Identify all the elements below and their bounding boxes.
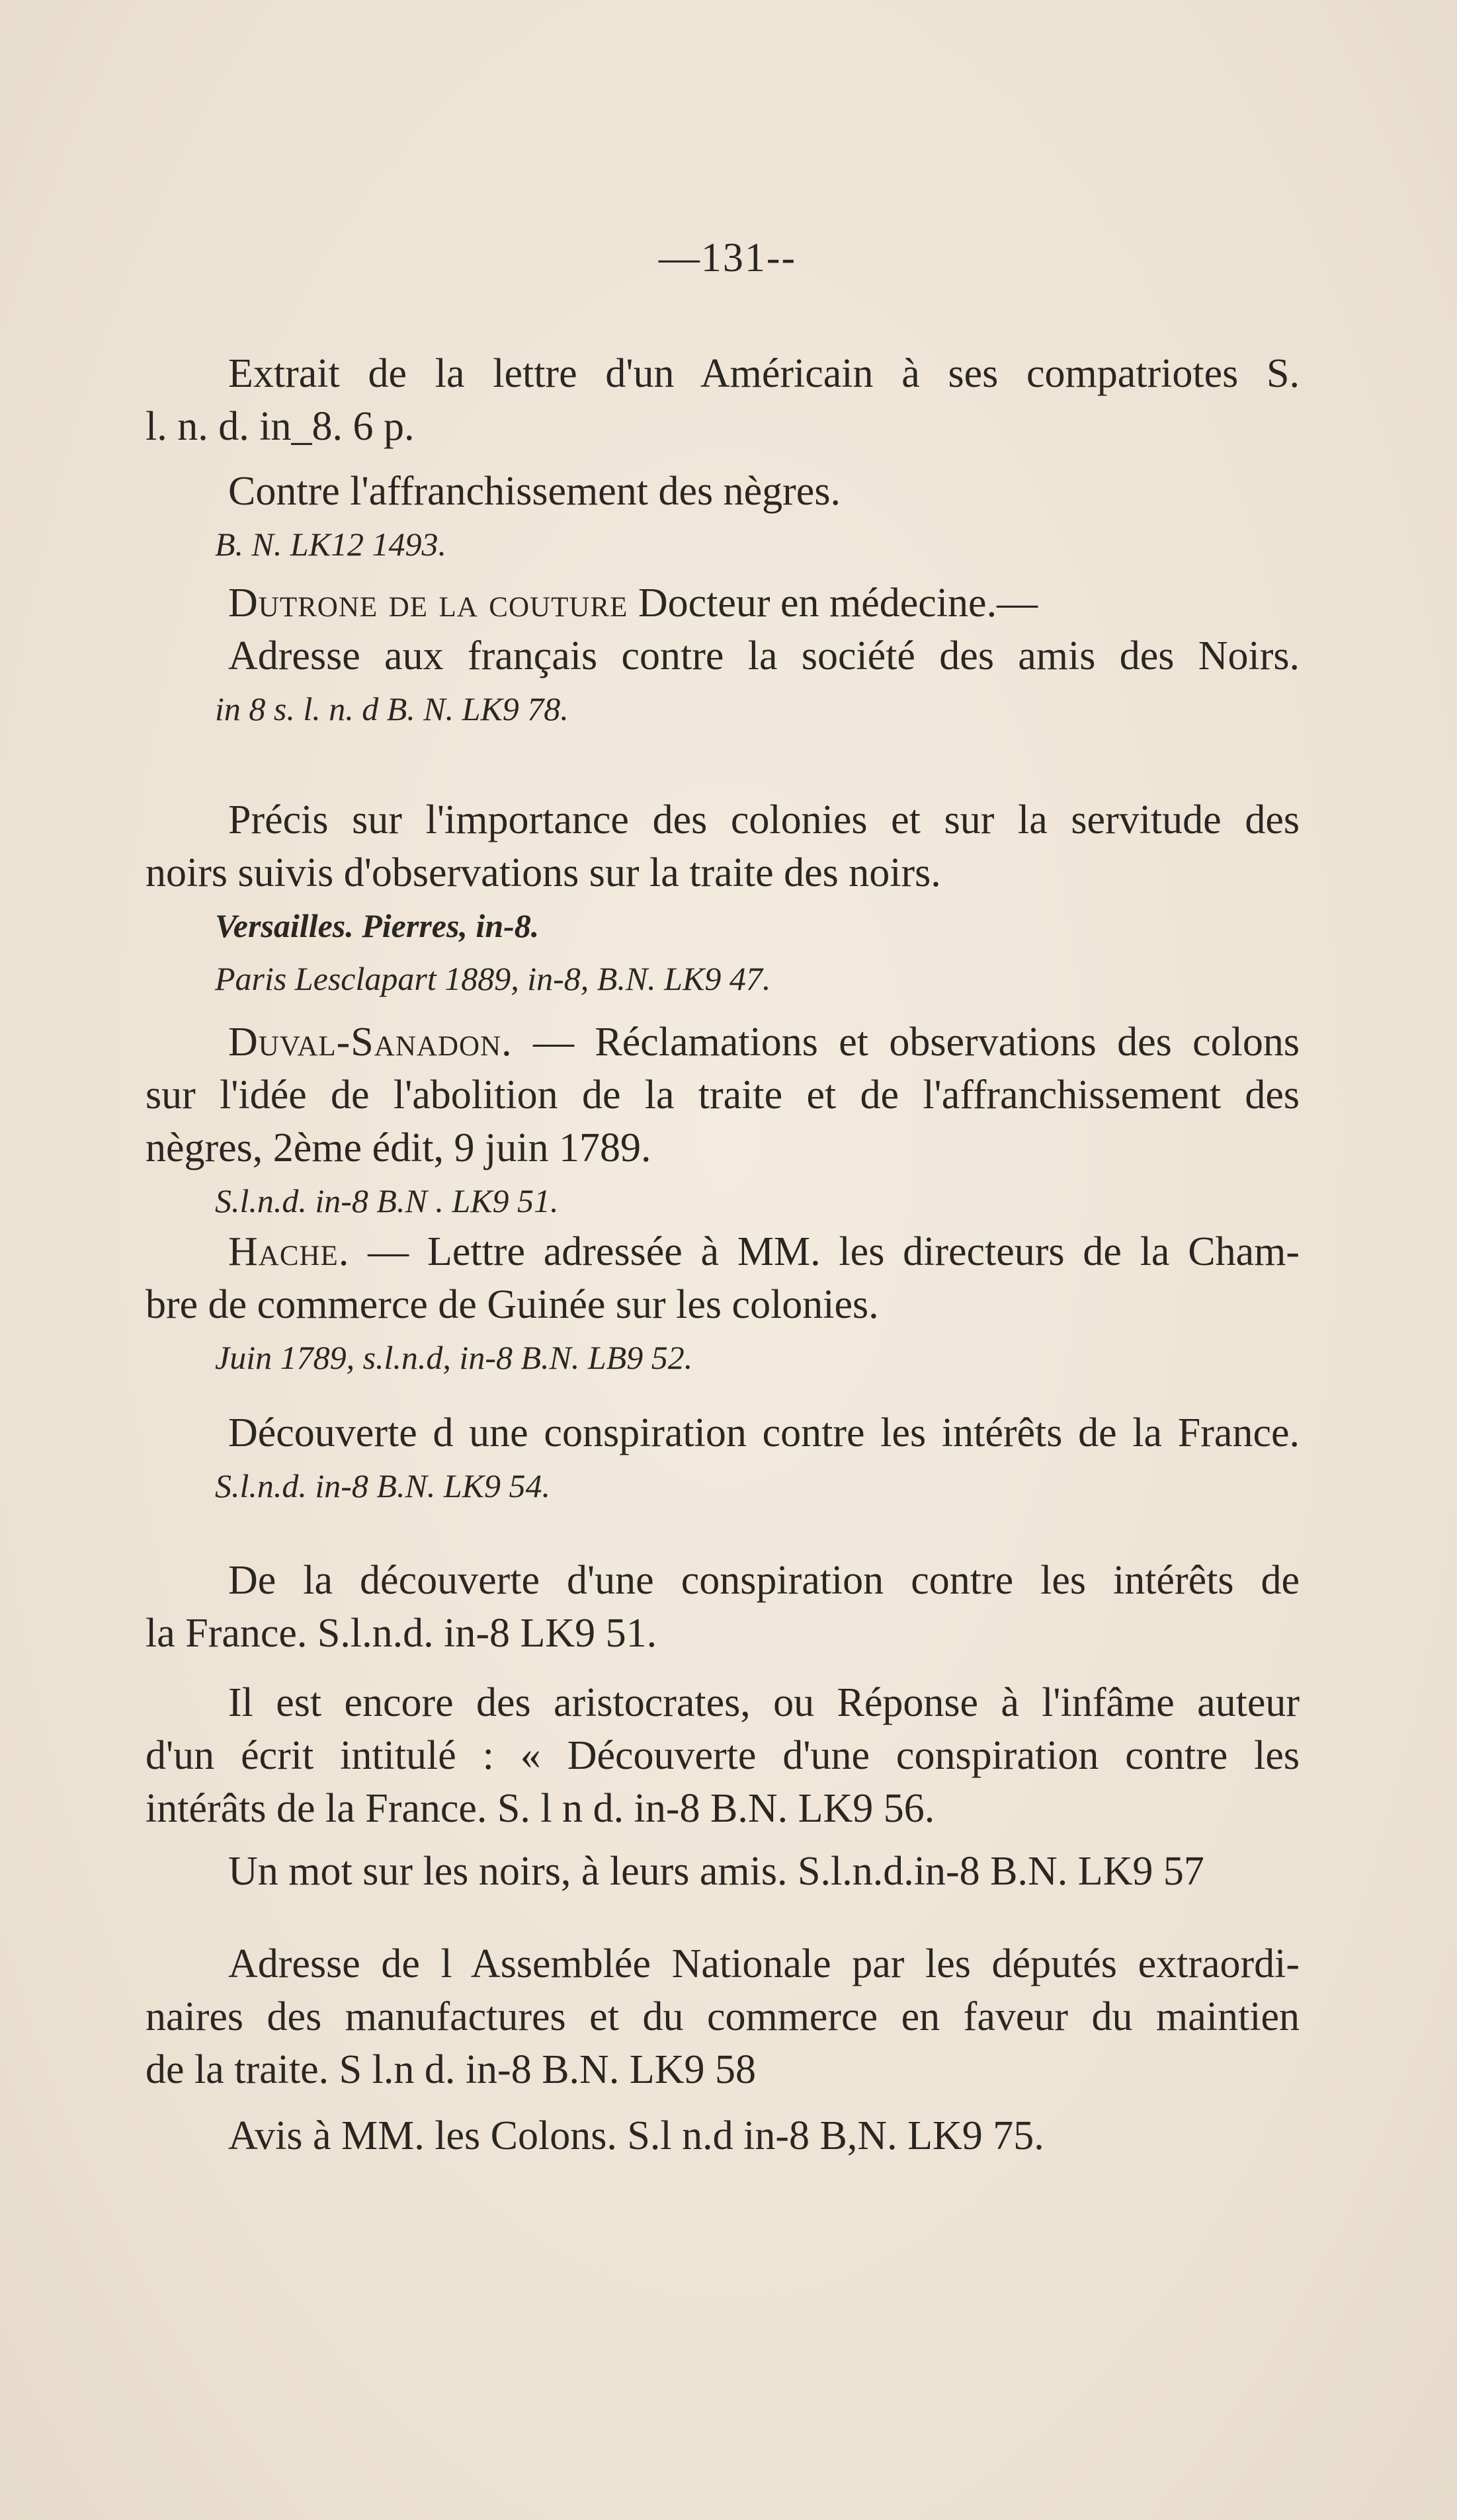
entry-reference xyxy=(146,952,1300,1005)
reference-text: in 8 s. l. n. d B. N. LK9 78. xyxy=(215,690,569,727)
entry-adresse-assemblee xyxy=(146,1937,1300,2096)
entry-reference xyxy=(146,518,1300,571)
entry-line: Adresse de l Assemblée Nationale par les députés extraordi- xyxy=(228,1941,1300,1986)
entry-line: bre de commerce de Guinée sur les colonies. xyxy=(146,1282,879,1327)
entry-line: sur l'idée de l'abolition de la traite et de l'affranchissement des xyxy=(146,1073,1300,1118)
entry-line: nègres, 2ème édit, 9 juin 1789. xyxy=(146,1125,651,1170)
entry-decouverte-1 xyxy=(146,1406,1300,1512)
entry-line: Il est encore des aristocrates, ou Réponse à l'infâme auteur xyxy=(228,1680,1300,1725)
entry-aristocrates xyxy=(146,1676,1300,1835)
entry-avis xyxy=(146,2109,1300,2162)
author-name: Duval-Sanadon. xyxy=(228,1020,513,1065)
entry-line: Extrait de la lettre d'un Américain à ses compatriotes S. xyxy=(228,351,1300,396)
reference-text: S.l.n.d. in-8 B.N. LK9 54. xyxy=(215,1467,550,1504)
entry-title: — Lettre adressée à MM. les directeurs de la Cham- xyxy=(368,1229,1300,1274)
entry-hache xyxy=(146,1225,1300,1384)
entry-reference xyxy=(146,682,1300,735)
author-name: Dutrone de la couture xyxy=(228,581,628,626)
entry-line: noirs suivis d'observations sur la traite des noirs. xyxy=(146,850,941,895)
reference-text: Paris Lesclapart 1889, in-8, B.N. LK9 47. xyxy=(215,960,771,997)
entry-line: l. n. d. in_8. 6 p. xyxy=(146,404,415,449)
entry-line: de la traite. S l.n d. in-8 B.N. LK9 58 xyxy=(146,2047,756,2092)
author-title: Docteur en médecine.— xyxy=(638,581,1038,626)
reference-text: Juin 1789, s.l.n.d, in-8 B.N. LB9 52. xyxy=(215,1339,693,1376)
entry-line: Précis sur l'importance des colonies et sur la servitude des xyxy=(228,797,1300,842)
reference-text: S.l.n.d. in-8 B.N . LK9 51. xyxy=(215,1182,559,1219)
entry-line: Un mot sur les noirs, à leurs amis. S.l.n.d.in-8 B.N. LK9 57 xyxy=(228,1849,1204,1894)
entry-heading xyxy=(146,577,1300,630)
entry-precis xyxy=(146,793,1300,1005)
entry-title: — Réclamations et observations des colons xyxy=(533,1020,1300,1065)
entry-line: De la découverte d'une conspiration contre les intérêts de xyxy=(228,1558,1300,1603)
entry-heading xyxy=(146,1225,1300,1278)
entry-line: naires des manufactures et du commerce en faveur du maintien xyxy=(146,1994,1300,2039)
entry-line: Avis à MM. les Colons. S.l n.d in-8 B,N. LK9 75. xyxy=(228,2113,1044,2158)
entry-dutrone xyxy=(146,577,1300,735)
entry-reference xyxy=(146,899,1300,952)
author-name: Hache. xyxy=(228,1229,350,1274)
entry-note: Contre l'affranchissement des nègres. xyxy=(228,469,841,514)
entry-reference xyxy=(146,1459,1300,1512)
page-number: —131-- xyxy=(658,235,797,280)
entry-line: d'un écrit intitulé : « Découverte d'une conspiration contre les xyxy=(146,1733,1300,1778)
entry-duval-sanadon xyxy=(146,1016,1300,1227)
entry-reference xyxy=(146,1331,1300,1384)
entry-line: Découverte d une conspiration contre les intérêts de la France. xyxy=(228,1410,1300,1455)
entry-line: intérâts de la France. S. l n d. in-8 B.N. LK9 56. xyxy=(146,1786,935,1831)
entry-decouverte-2 xyxy=(146,1554,1300,1660)
entry-heading xyxy=(146,1016,1300,1069)
entry-un-mot xyxy=(146,1845,1300,1898)
reference-text: Versailles. Pierres, in-8. xyxy=(215,907,540,944)
entry-reference xyxy=(146,1174,1300,1227)
entry-line: la France. S.l.n.d. in-8 LK9 51. xyxy=(146,1611,657,1656)
reference-text: B. N. LK12 1493. xyxy=(215,526,447,563)
entry-line: Adresse aux français contre la société des amis des Noirs. xyxy=(228,633,1300,678)
entry-lettre-americain xyxy=(146,347,1300,571)
